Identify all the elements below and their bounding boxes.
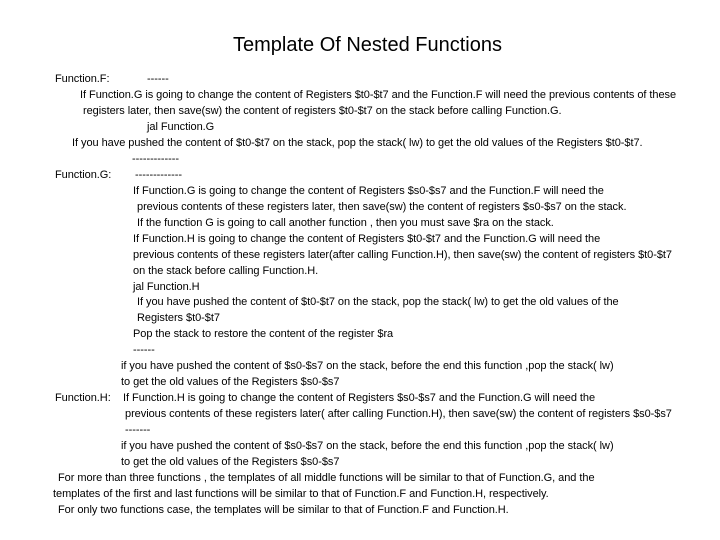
function-g-label: Function.G: xyxy=(55,169,112,181)
text-line: If you have pushed the content of $t0-$t7 on the stack, pop the stack( lw) to get the old values of the Registers $t0-$t7. xyxy=(72,137,643,149)
slide-title: Template Of Nested Functions xyxy=(232,34,502,56)
text-line: jal Function.H xyxy=(133,281,200,293)
text-line: registers later, then save(sw) the content of registers $t0-$t7 on the stack before calling Function.G. xyxy=(83,105,562,117)
text-line: previous contents of these registers later( after calling Function.H), then save(sw) the content of registers $s0-$s7 xyxy=(125,408,672,420)
text-line: If Function.G is going to change the content of Registers $s0-$s7 and the Function.F will need the xyxy=(133,185,604,197)
text-line: Pop the stack to restore the content of the register $ra xyxy=(133,328,394,340)
text-line: If Function.G is going to change the content of Registers $t0-$t7 and the Function.F will need the previous contents of these xyxy=(80,89,677,101)
text-line: jal Function.G xyxy=(147,121,215,133)
separator: ------------- xyxy=(132,153,179,165)
function-f-label: Function.F: xyxy=(55,73,110,85)
function-h-label: Function.H: xyxy=(55,392,111,404)
text-line: If the function G is going to call another function , then you must save $ra on the stack. xyxy=(137,217,554,229)
separator: ------------- xyxy=(135,169,182,181)
text-line: If you have pushed the content of $t0-$t7 on the stack, pop the stack( lw) to get the old values of the xyxy=(137,296,619,308)
text-line: previous contents of these registers later(after calling Function.H), then save(sw) the content of registers $t0-$t7 xyxy=(133,249,672,261)
summary-line: templates of the first and last functions will be similar to that of Function.F and Function.H, respectively. xyxy=(53,488,549,500)
separator: ------ xyxy=(133,344,155,356)
separator: ------- xyxy=(125,424,151,436)
summary-line: For only two functions case, the templates will be similar to that of Function.F and Function.H. xyxy=(58,504,509,516)
separator: ------ xyxy=(147,73,169,85)
text-line: if you have pushed the content of $s0-$s7 on the stack, before the end this function ,pop the stack( lw) xyxy=(121,440,614,452)
text-line: If Function.H is going to change the content of Registers $s0-$s7 and the Function.G will need the xyxy=(123,392,596,404)
text-line: if you have pushed the content of $s0-$s7 on the stack, before the end this function ,pop the stack( lw) xyxy=(121,360,614,372)
summary-line: For more than three functions , the templates of all middle functions will be similar to that of Function.G, and the xyxy=(58,472,595,484)
text-line: on the stack before calling Function.H. xyxy=(133,265,319,277)
text-line: to get the old values of the Registers $s0-$s7 xyxy=(121,456,340,468)
text-line: previous contents of these registers later, then save(sw) the content of registers $s0-$s7 on the stack. xyxy=(137,201,627,213)
text-line: If Function.H is going to change the content of Registers $t0-$t7 and the Function.G will need the xyxy=(133,233,601,245)
text-line: to get the old values of the Registers $s0-$s7 xyxy=(121,376,340,388)
text-line: Registers $t0-$t7 xyxy=(137,312,220,324)
